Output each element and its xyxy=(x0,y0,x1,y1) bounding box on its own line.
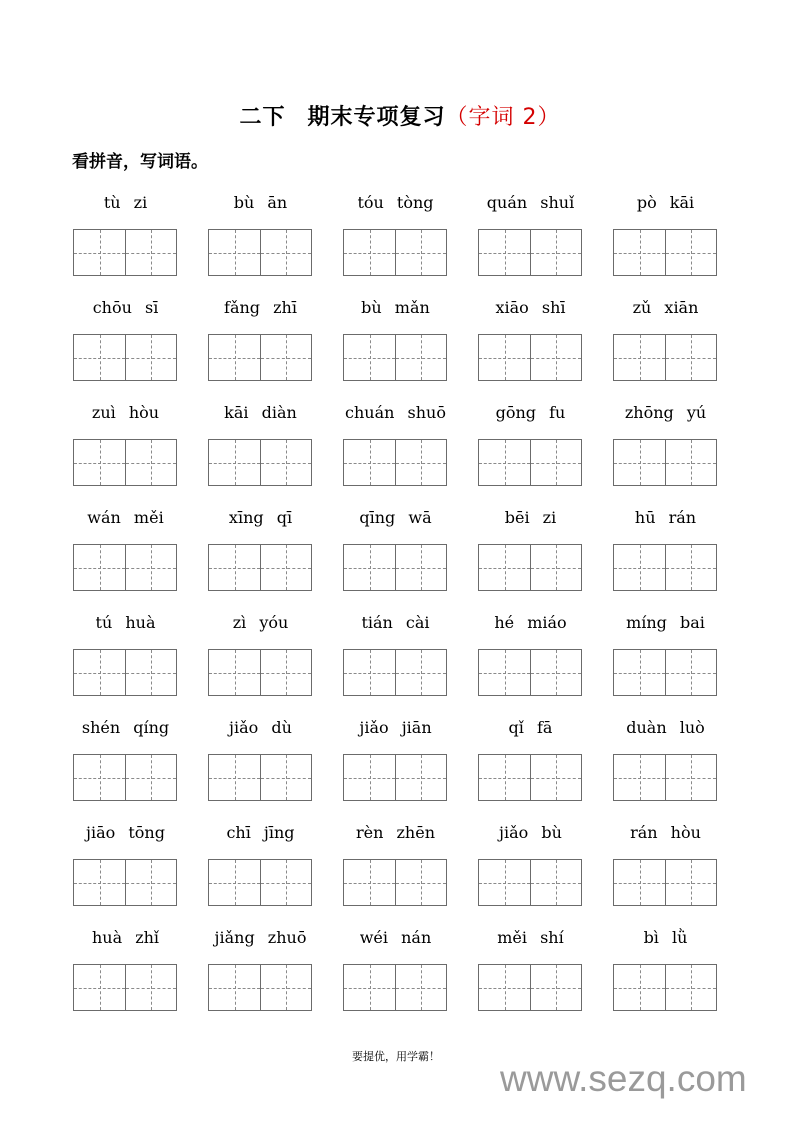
tianzige-cell[interactable] xyxy=(395,335,446,380)
vocab-item xyxy=(343,503,448,533)
tianzige-cell[interactable] xyxy=(614,335,665,380)
vocab-item xyxy=(478,713,583,743)
tianzige-cell[interactable] xyxy=(479,650,530,695)
vocab-item xyxy=(208,818,313,848)
writing-box xyxy=(208,439,312,486)
writing-box xyxy=(613,439,717,486)
writing-box xyxy=(343,229,447,276)
tianzige-cell[interactable] xyxy=(395,230,446,275)
pinyin-label: bì lǜ xyxy=(643,928,688,947)
pinyin-label: rèn zhēn xyxy=(355,823,435,842)
tianzige-cell[interactable] xyxy=(209,440,260,485)
pinyin-label: rán hòu xyxy=(630,823,701,842)
writing-box xyxy=(613,859,717,906)
tianzige-cell[interactable] xyxy=(260,650,311,695)
tianzige-cell[interactable] xyxy=(665,230,716,275)
tianzige-cell[interactable] xyxy=(260,860,311,905)
pinyin-label: chī jīng xyxy=(226,823,295,842)
pinyin-label: zǔ xiān xyxy=(632,298,699,317)
tianzige-cell[interactable] xyxy=(614,755,665,800)
writing-box xyxy=(343,439,447,486)
pinyin-label: zuì hòu xyxy=(91,403,160,422)
pinyin-label: qīng wā xyxy=(359,508,432,527)
tianzige-cell[interactable] xyxy=(344,230,395,275)
tianzige-cell[interactable] xyxy=(74,230,125,275)
tianzige-cell[interactable] xyxy=(260,965,311,1010)
tianzige-cell[interactable] xyxy=(74,755,125,800)
writing-box xyxy=(613,649,717,696)
tianzige-cell[interactable] xyxy=(209,965,260,1010)
tianzige-cell[interactable] xyxy=(125,545,176,590)
vocab-item xyxy=(343,398,448,428)
vocab-item xyxy=(73,398,178,428)
tianzige-cell[interactable] xyxy=(344,440,395,485)
tianzige-cell[interactable] xyxy=(260,545,311,590)
pinyin-label: wéi nán xyxy=(359,928,432,947)
writing-box xyxy=(73,439,177,486)
writing-box xyxy=(478,544,582,591)
tianzige-cell[interactable] xyxy=(530,650,581,695)
tianzige-cell[interactable] xyxy=(530,335,581,380)
vocab-item xyxy=(73,818,178,848)
vocab-item xyxy=(613,398,718,428)
writing-box xyxy=(208,544,312,591)
pinyin-label: jiǎo bù xyxy=(499,823,562,842)
vocab-row xyxy=(73,188,723,293)
writing-box xyxy=(343,964,447,1011)
tianzige-cell[interactable] xyxy=(395,965,446,1010)
vocab-item xyxy=(613,188,718,218)
tianzige-cell[interactable] xyxy=(614,860,665,905)
vocab-item xyxy=(613,713,718,743)
tianzige-cell[interactable] xyxy=(614,545,665,590)
vocab-row xyxy=(73,608,723,713)
writing-box xyxy=(208,649,312,696)
tianzige-cell[interactable] xyxy=(614,965,665,1010)
tianzige-cell[interactable] xyxy=(74,545,125,590)
pinyin-label: xiāo shī xyxy=(495,298,566,317)
tianzige-cell[interactable] xyxy=(479,440,530,485)
vocab-row xyxy=(73,293,723,398)
writing-box xyxy=(613,229,717,276)
tianzige-cell[interactable] xyxy=(479,335,530,380)
vocab-item xyxy=(343,923,448,953)
tianzige-cell[interactable] xyxy=(125,860,176,905)
writing-box xyxy=(478,754,582,801)
pinyin-label: tù zi xyxy=(103,193,148,212)
tianzige-cell[interactable] xyxy=(260,335,311,380)
writing-box xyxy=(73,544,177,591)
pinyin-label: duàn luò xyxy=(626,718,705,737)
vocab-item xyxy=(478,293,583,323)
vocab-item xyxy=(73,188,178,218)
tianzige-cell[interactable] xyxy=(665,965,716,1010)
tianzige-cell[interactable] xyxy=(125,335,176,380)
vocab-row xyxy=(73,398,723,503)
vocab-item xyxy=(208,713,313,743)
vocab-item xyxy=(478,398,583,428)
tianzige-cell[interactable] xyxy=(479,965,530,1010)
writing-box xyxy=(478,649,582,696)
tianzige-cell[interactable] xyxy=(530,440,581,485)
tianzige-cell[interactable] xyxy=(344,755,395,800)
writing-box xyxy=(343,649,447,696)
tianzige-cell[interactable] xyxy=(479,755,530,800)
pinyin-label: jiāo tōng xyxy=(86,823,165,842)
tianzige-cell[interactable] xyxy=(344,965,395,1010)
pinyin-label: fǎng zhī xyxy=(224,298,297,317)
tianzige-cell[interactable] xyxy=(479,860,530,905)
vocab-row xyxy=(73,923,723,1028)
tianzige-cell[interactable] xyxy=(344,860,395,905)
tianzige-cell[interactable] xyxy=(209,650,260,695)
writing-box xyxy=(613,544,717,591)
vocab-item xyxy=(478,503,583,533)
tianzige-cell[interactable] xyxy=(530,545,581,590)
writing-box xyxy=(478,439,582,486)
pinyin-label: bù mǎn xyxy=(361,298,430,317)
tianzige-cell[interactable] xyxy=(74,440,125,485)
tianzige-cell[interactable] xyxy=(395,755,446,800)
tianzige-cell[interactable] xyxy=(665,650,716,695)
writing-box xyxy=(343,859,447,906)
writing-box xyxy=(613,334,717,381)
vocab-item xyxy=(478,608,583,638)
pinyin-label: tú huà xyxy=(95,613,156,632)
writing-box xyxy=(73,649,177,696)
pinyin-label: xīng qī xyxy=(228,508,293,527)
tianzige-cell[interactable] xyxy=(125,440,176,485)
pinyin-label: hé miáo xyxy=(494,613,567,632)
tianzige-cell[interactable] xyxy=(344,545,395,590)
vocab-row xyxy=(73,713,723,818)
tianzige-cell[interactable] xyxy=(530,965,581,1010)
tianzige-cell[interactable] xyxy=(665,755,716,800)
vocab-item xyxy=(208,398,313,428)
vocab-item xyxy=(208,503,313,533)
tianzige-cell[interactable] xyxy=(479,230,530,275)
vocab-item xyxy=(343,713,448,743)
tianzige-cell[interactable] xyxy=(665,545,716,590)
tianzige-cell[interactable] xyxy=(395,650,446,695)
tianzige-cell[interactable] xyxy=(125,230,176,275)
vocab-row xyxy=(73,818,723,923)
pinyin-label: zhōng yú xyxy=(624,403,707,422)
title-grade: 二下 xyxy=(239,105,286,130)
tianzige-cell[interactable] xyxy=(614,230,665,275)
vocab-item xyxy=(208,608,313,638)
writing-box xyxy=(208,754,312,801)
writing-box xyxy=(73,334,177,381)
writing-box xyxy=(343,334,447,381)
instruction-heading: 看拼音，写词语。 xyxy=(72,152,208,172)
vocab-item xyxy=(73,608,178,638)
vocab-item xyxy=(208,293,313,323)
tianzige-cell[interactable] xyxy=(74,335,125,380)
tianzige-cell[interactable] xyxy=(344,650,395,695)
watermark: www.sezq.com xyxy=(500,1058,747,1099)
pinyin-label: tóu tòng xyxy=(357,193,434,212)
vocab-item xyxy=(613,503,718,533)
vocab-item xyxy=(73,923,178,953)
pinyin-label: shén qíng xyxy=(81,718,170,737)
tianzige-cell[interactable] xyxy=(614,440,665,485)
vocab-item xyxy=(208,188,313,218)
tianzige-cell[interactable] xyxy=(260,440,311,485)
tianzige-cell[interactable] xyxy=(209,335,260,380)
title-highlight: （字词 2） xyxy=(445,105,561,130)
pinyin-label: bù ān xyxy=(233,193,288,212)
tianzige-cell[interactable] xyxy=(395,440,446,485)
pinyin-label: chōu sī xyxy=(92,298,159,317)
tianzige-cell[interactable] xyxy=(530,755,581,800)
pinyin-label: kāi diàn xyxy=(224,403,297,422)
vocab-item xyxy=(73,503,178,533)
writing-box xyxy=(478,859,582,906)
page-title xyxy=(0,100,800,131)
tianzige-cell[interactable] xyxy=(209,755,260,800)
writing-box xyxy=(208,229,312,276)
pinyin-label: bēi zi xyxy=(504,508,557,527)
title-subject: 期末专项复习 xyxy=(307,105,446,130)
vocab-item xyxy=(478,188,583,218)
tianzige-cell[interactable] xyxy=(665,440,716,485)
tianzige-cell[interactable] xyxy=(74,860,125,905)
vocab-item xyxy=(208,923,313,953)
vocab-item xyxy=(343,608,448,638)
tianzige-cell[interactable] xyxy=(395,860,446,905)
vocab-item xyxy=(343,293,448,323)
tianzige-cell[interactable] xyxy=(614,650,665,695)
tianzige-cell[interactable] xyxy=(125,965,176,1010)
tianzige-cell[interactable] xyxy=(665,335,716,380)
tianzige-cell[interactable] xyxy=(344,335,395,380)
writing-box xyxy=(208,964,312,1011)
pinyin-label: wán měi xyxy=(87,508,164,527)
tianzige-cell[interactable] xyxy=(209,230,260,275)
vocab-row xyxy=(73,503,723,608)
writing-box xyxy=(208,334,312,381)
pinyin-label: qǐ fā xyxy=(508,718,553,737)
writing-box xyxy=(208,859,312,906)
tianzige-cell[interactable] xyxy=(125,755,176,800)
tianzige-cell[interactable] xyxy=(74,650,125,695)
vocab-item xyxy=(73,713,178,743)
vocab-item xyxy=(73,293,178,323)
tianzige-cell[interactable] xyxy=(74,965,125,1010)
tianzige-cell[interactable] xyxy=(260,755,311,800)
tianzige-cell[interactable] xyxy=(209,545,260,590)
footer-slogan: 要提优，用学霸！ xyxy=(352,1050,440,1063)
vocab-item xyxy=(613,923,718,953)
pinyin-label: chuán shuō xyxy=(345,403,446,422)
tianzige-cell[interactable] xyxy=(209,860,260,905)
vocab-item xyxy=(613,818,718,848)
writing-box xyxy=(73,859,177,906)
pinyin-label: hū rán xyxy=(634,508,697,527)
pinyin-label: zì yóu xyxy=(232,613,289,632)
vocab-item xyxy=(343,818,448,848)
tianzige-cell[interactable] xyxy=(479,545,530,590)
vocab-item xyxy=(613,293,718,323)
writing-box xyxy=(343,754,447,801)
pinyin-label: gōng fu xyxy=(495,403,566,422)
writing-box xyxy=(343,544,447,591)
pinyin-label: quán shuǐ xyxy=(486,193,575,212)
vocab-item xyxy=(478,818,583,848)
writing-box xyxy=(73,964,177,1011)
tianzige-cell[interactable] xyxy=(530,230,581,275)
writing-box xyxy=(73,229,177,276)
writing-box xyxy=(73,754,177,801)
writing-box xyxy=(613,964,717,1011)
pinyin-label: míng bai xyxy=(626,613,705,632)
vocab-item xyxy=(478,923,583,953)
pinyin-label: tián cài xyxy=(361,613,430,632)
pinyin-label: jiǎo jiān xyxy=(359,718,432,737)
tianzige-cell[interactable] xyxy=(260,230,311,275)
vocab-item xyxy=(343,188,448,218)
pinyin-label: jiǎo dù xyxy=(229,718,292,737)
pinyin-label: jiǎng zhuō xyxy=(214,928,307,947)
vocab-item xyxy=(613,608,718,638)
writing-box xyxy=(478,964,582,1011)
tianzige-cell[interactable] xyxy=(530,860,581,905)
pinyin-label: pò kāi xyxy=(636,193,695,212)
pinyin-label: huà zhǐ xyxy=(91,928,160,947)
tianzige-cell[interactable] xyxy=(125,650,176,695)
tianzige-cell[interactable] xyxy=(665,860,716,905)
writing-box xyxy=(613,754,717,801)
writing-box xyxy=(478,229,582,276)
writing-box xyxy=(478,334,582,381)
tianzige-cell[interactable] xyxy=(395,545,446,590)
pinyin-label: měi shí xyxy=(497,928,564,947)
